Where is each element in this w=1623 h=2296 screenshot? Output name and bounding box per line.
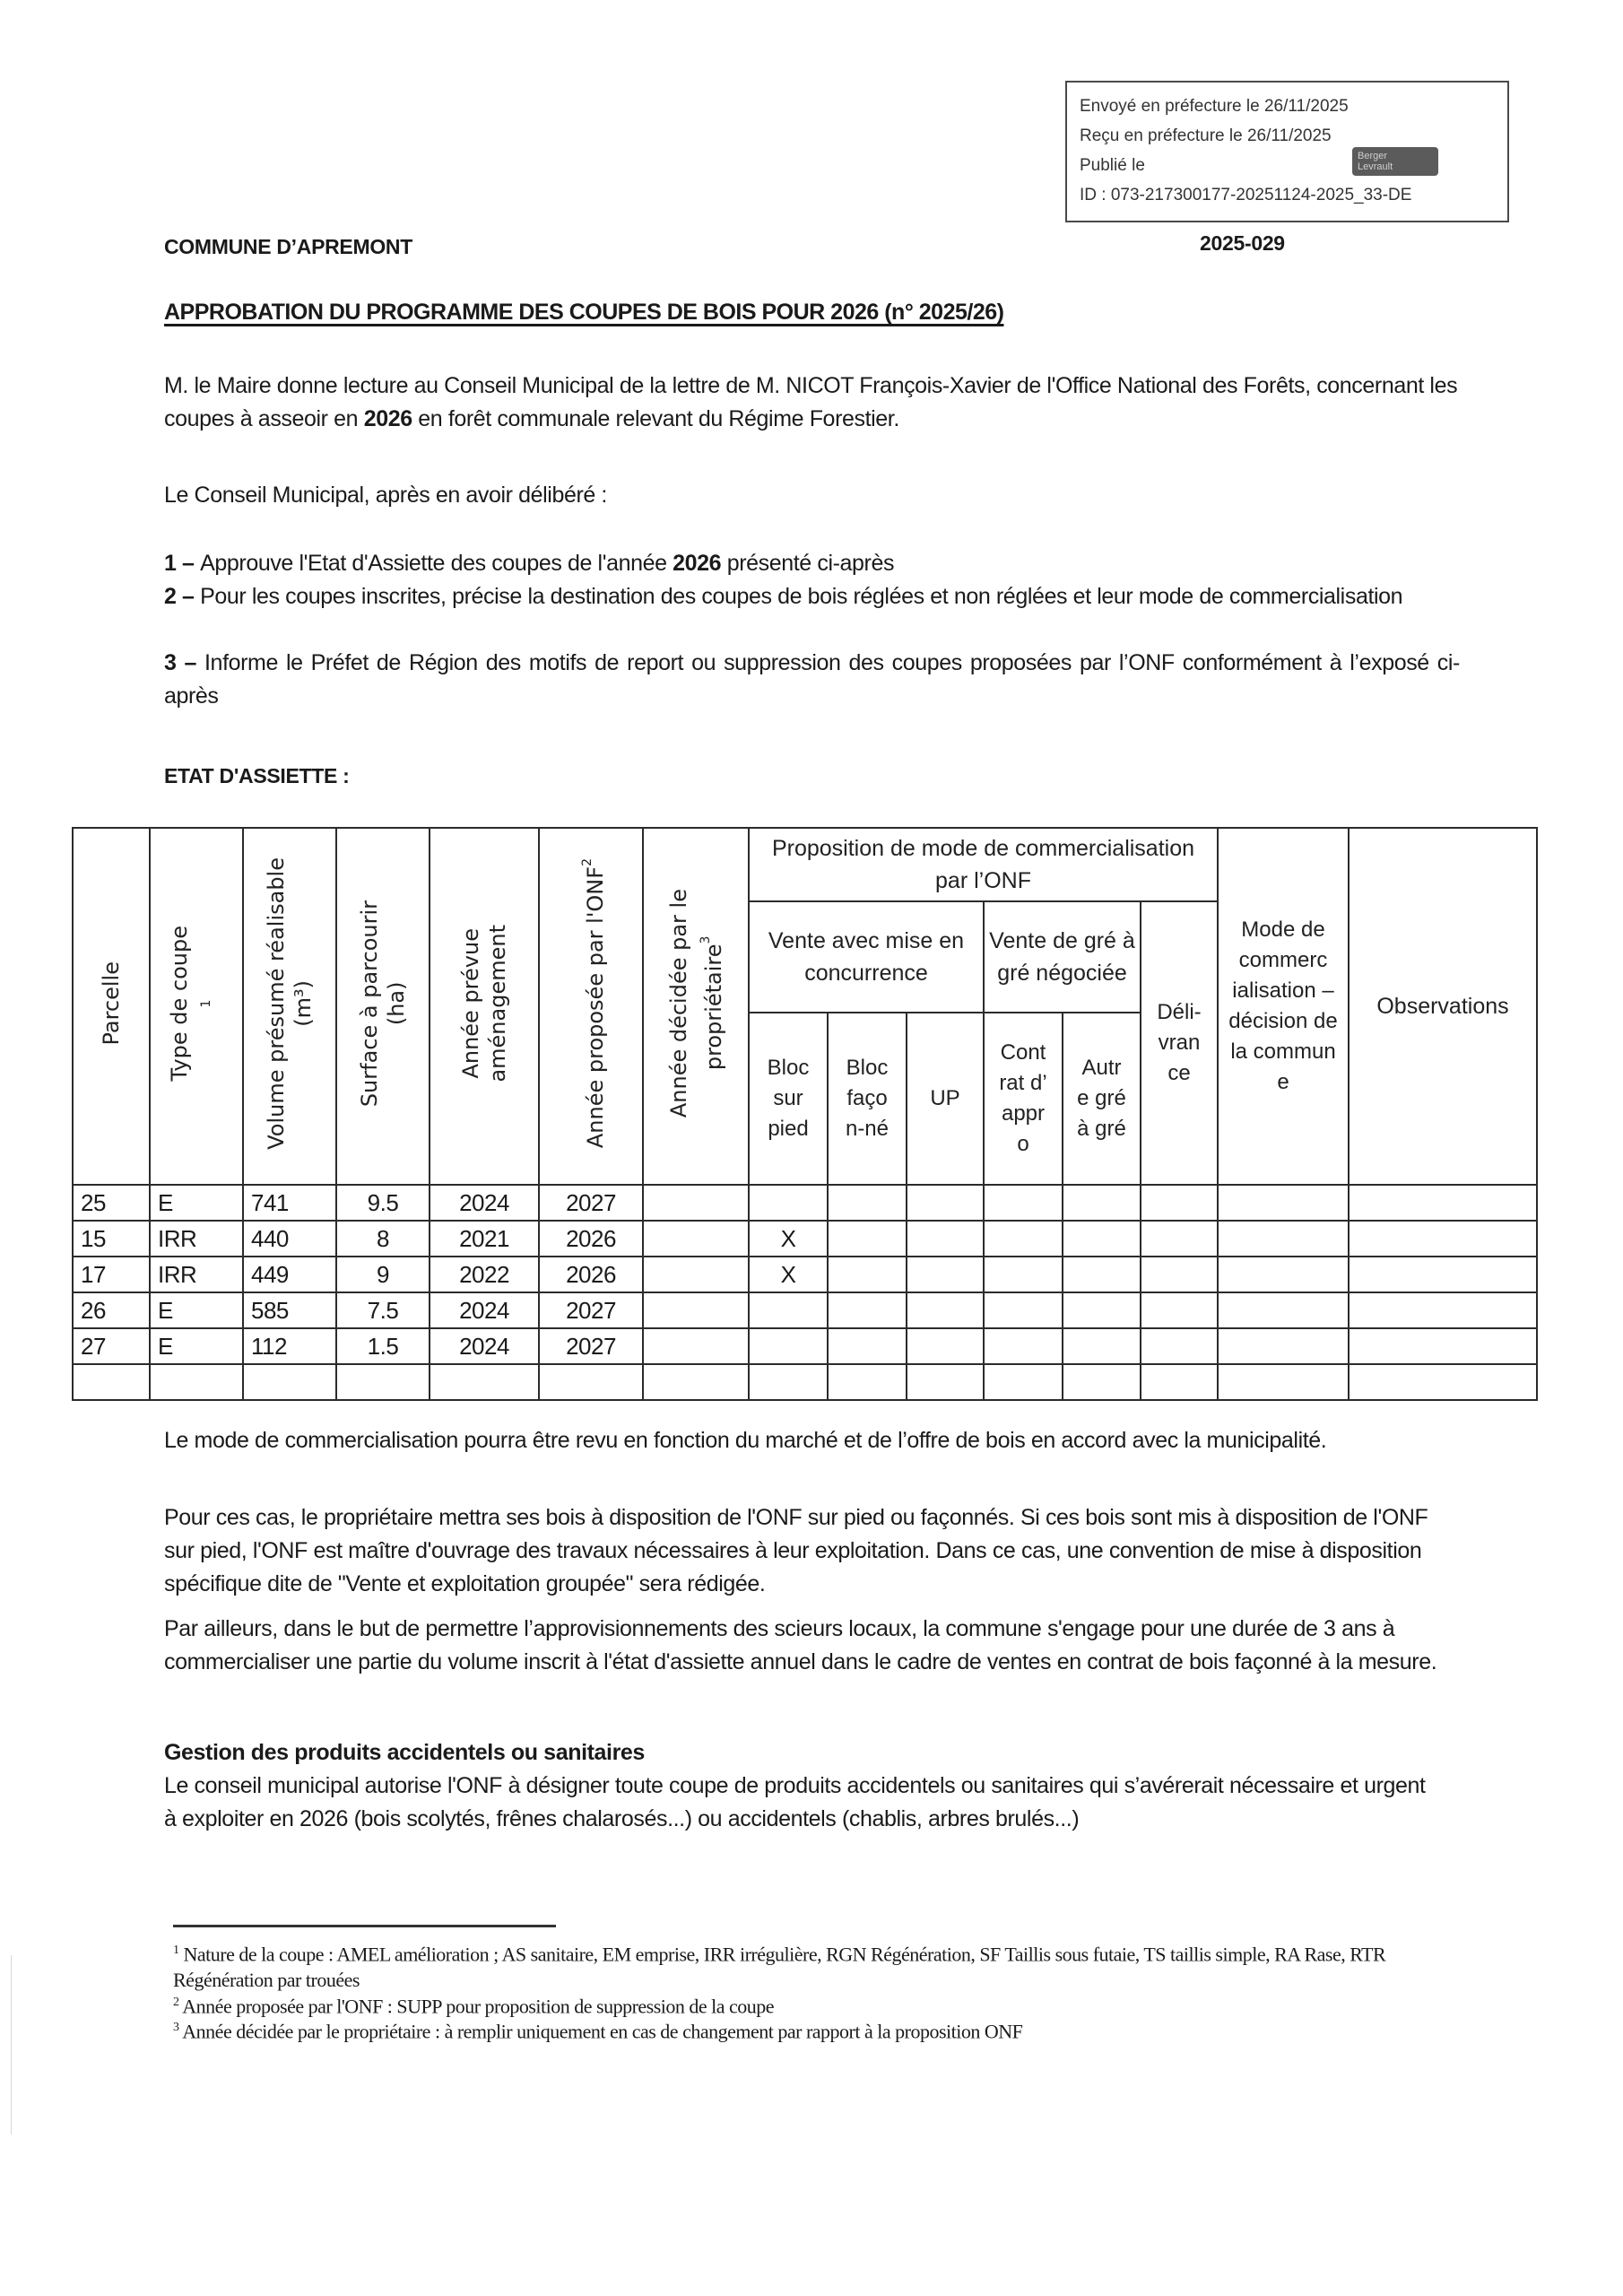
table-row (73, 1292, 1537, 1328)
page-title: APPROBATION DU PROGRAMME DES COUPES DE BOIS POUR 2026 (n° 2025/26) (164, 300, 1004, 325)
footnote-2-number: 2 (173, 1996, 179, 2009)
cell-annee-prop (643, 1364, 749, 1400)
header-observations: Observations (1349, 828, 1537, 1185)
section-gestion-title: Gestion des produits accidentels ou sanitaires (164, 1740, 645, 1765)
cell-contrat (984, 1328, 1063, 1364)
type-text: Type de coupe (166, 926, 192, 1082)
table-row (73, 1257, 1537, 1292)
header-type-label (166, 926, 228, 1081)
item-2-text: Pour les coupes inscrites, précise la destination des coupes de bois réglées et non réglées et leur mode de commercialisation (200, 584, 1403, 609)
cell-contrat (984, 1364, 1063, 1400)
cell-autre (1063, 1185, 1141, 1221)
type-footnote-ref: 1 (198, 999, 213, 1008)
cell-mode-commune (1218, 1257, 1349, 1292)
cell-surface (336, 1364, 430, 1400)
cell-annee-prop (643, 1292, 749, 1328)
header-contrat-appro: Cont rat d’ appr o (984, 1013, 1063, 1185)
cell-annee-onf: 2027 (539, 1292, 643, 1328)
table-row (73, 1328, 1537, 1364)
cell-volume: 112 (243, 1328, 336, 1364)
annee-prop-line1: Année décidée par le (665, 889, 691, 1118)
cell-delivrance (1141, 1292, 1218, 1328)
footnote-1-text: Nature de la coupe : AMEL amélioration ; AS sanitaire, EM emprise, IRR irrégulière, RGN Régénération, SF Taillis sous futaie, TS taillis simple, RA Rase, RTR Régénération par trouées (173, 1943, 1386, 1992)
header-annee-prop-label (665, 889, 727, 1118)
logo-line-2: Levrault (1358, 161, 1393, 172)
cell-observations (1349, 1292, 1537, 1328)
paragraph-pour-ces-cas: Pour ces cas, le propriétaire mettra ses bois à disposition de l'ONF sur pied ou façonnés. Si ces bois sont mis à disposition de l'ONF sur pied, l'ONF est maître d'ouvrage des travaux nécessaires à leur exploitation. Dans ce cas, une convention de mise à disposition spécifique dite de "Vente et exploitation groupée" sera rédigée. (164, 1505, 1428, 1596)
table-row (73, 1364, 1537, 1400)
table-row (73, 1221, 1537, 1257)
cell-volume: 449 (243, 1257, 336, 1292)
cell-parcelle: 27 (73, 1328, 150, 1364)
cell-bloc-pied (749, 1364, 828, 1400)
header-surface (336, 828, 430, 1185)
cell-annee-prevue: 2024 (430, 1185, 539, 1221)
cell-annee-prop (643, 1185, 749, 1221)
berger-levrault-logo-icon (1352, 147, 1438, 176)
cell-annee-prevue (430, 1364, 539, 1400)
header-type-coupe (150, 828, 243, 1185)
header-annee-proprietaire (643, 828, 749, 1185)
intro-text-a: M. le Maire donne lecture au Conseil Municipal de la lettre de M. NICOT François-Xavier de l'Office National des Forêts, concernant les coupes à asseoir en (164, 373, 1458, 431)
header-volume (243, 828, 336, 1185)
item-3-text: Informe le Préfet de Région des motifs de report ou suppression des coupes proposées par l’ONF conformément à l’exposé ci-après (164, 650, 1460, 709)
cell-annee-onf (539, 1364, 643, 1400)
etat-assiette-table (72, 827, 1538, 1401)
decision-item-3 (164, 647, 1460, 713)
cell-volume: 585 (243, 1292, 336, 1328)
footnote-3-text: Année décidée par le propriétaire : à remplir uniquement en cas de changement par rapport à la proposition ONF (178, 2020, 1023, 2043)
cell-annee-onf: 2026 (539, 1221, 643, 1257)
header-vente-concurrence: Vente avec mise en concurrence (749, 901, 984, 1013)
cell-annee-prop (643, 1257, 749, 1292)
cell-autre (1063, 1328, 1141, 1364)
cell-type: E (150, 1185, 243, 1221)
item-3-number: 3 – (164, 650, 205, 675)
cell-autre (1063, 1221, 1141, 1257)
annee-prevue-line2: aménagement (485, 925, 510, 1083)
cell-surface: 7.5 (336, 1292, 430, 1328)
cell-up (907, 1257, 984, 1292)
cell-delivrance (1141, 1257, 1218, 1292)
cell-surface: 1.5 (336, 1328, 430, 1364)
item-1-number: 1 – (164, 551, 201, 576)
header-up: UP (907, 1013, 984, 1185)
cell-autre (1063, 1257, 1141, 1292)
cell-bloc-pied (749, 1185, 828, 1221)
cell-up (907, 1364, 984, 1400)
cell-bloc-faconne (828, 1221, 907, 1257)
footnote-2-text: Année proposée par l'ONF : SUPP pour proposition de suppression de la coupe (178, 1995, 775, 2018)
cell-observations (1349, 1364, 1537, 1400)
cell-observations (1349, 1221, 1537, 1257)
cell-mode-commune (1218, 1221, 1349, 1257)
cell-annee-onf: 2027 (539, 1185, 643, 1221)
header-volume-label (263, 857, 317, 1150)
cell-type: E (150, 1328, 243, 1364)
stamp-sent-date: Envoyé en préfecture le 26/11/2025 (1080, 97, 1349, 116)
commune-name: COMMUNE D’APREMONT (164, 235, 412, 258)
cell-surface: 9.5 (336, 1185, 430, 1221)
annee-onf-footnote-ref: 2 (579, 858, 595, 867)
cell-mode-commune (1218, 1328, 1349, 1364)
prefecture-stamp (1065, 81, 1509, 222)
section-etat-assiette: ETAT D'ASSIETTE : (164, 764, 350, 787)
cell-annee-prevue: 2021 (430, 1221, 539, 1257)
cell-up (907, 1292, 984, 1328)
cell-type (150, 1364, 243, 1400)
annee-prop-line2: propriétaire (700, 944, 726, 1071)
cell-observations (1349, 1257, 1537, 1292)
cell-delivrance (1141, 1221, 1218, 1257)
annee-prevue-line1: Année prévue (458, 928, 483, 1079)
header-parcelle-label: Parcelle (99, 961, 124, 1046)
volume-unit: (m³) (291, 980, 316, 1027)
footnote-1 (173, 1937, 1464, 1993)
cell-bloc-faconne (828, 1292, 907, 1328)
footnote-3 (173, 2014, 1464, 2044)
cell-delivrance (1141, 1185, 1218, 1221)
decision-item-2 (164, 580, 1460, 613)
annee-prop-footnote-ref: 3 (698, 936, 713, 945)
stamp-id: ID : 073-217300177-20251124-2025_33-DE (1080, 186, 1412, 204)
footnote-separator (173, 1925, 556, 1927)
cell-bloc-faconne (828, 1364, 907, 1400)
cell-delivrance (1141, 1364, 1218, 1400)
cell-parcelle (73, 1364, 150, 1400)
cell-volume (243, 1364, 336, 1400)
cell-contrat (984, 1292, 1063, 1328)
cell-bloc-pied (749, 1328, 828, 1364)
cell-bloc-faconne (828, 1328, 907, 1364)
cell-bloc-pied: X (749, 1221, 828, 1257)
volume-text: Volume présumé réalisable (264, 857, 289, 1150)
cell-contrat (984, 1257, 1063, 1292)
paragraph-gestion: Le conseil municipal autorise l'ONF à désigner toute coupe de produits accidentels ou sanitaires qui s’avérerait nécessaire et urgent à exploiter en 2026 (bois scolytés, frênes chalarosés...) ou accidentels (chablis, arbres brulés...) (164, 1773, 1426, 1831)
cell-annee-prop (643, 1221, 749, 1257)
header-delivrance: Déli-vran ce (1141, 901, 1218, 1185)
cell-annee-onf: 2027 (539, 1328, 643, 1364)
cell-type: E (150, 1292, 243, 1328)
intro-year: 2026 (363, 406, 412, 431)
cell-contrat (984, 1221, 1063, 1257)
cell-up (907, 1185, 984, 1221)
header-autre-gre: Autr e gré à gré (1063, 1013, 1141, 1185)
intro-text-b: en forêt communale relevant du Régime Forestier. (412, 406, 899, 431)
cell-bloc-pied: X (749, 1257, 828, 1292)
cell-annee-prop (643, 1328, 749, 1364)
header-bloc-faconne: Bloc faço n-né (828, 1013, 907, 1185)
scan-edge-line (11, 1955, 12, 2135)
cell-parcelle: 26 (73, 1292, 150, 1328)
cell-bloc-faconne (828, 1257, 907, 1292)
cell-up (907, 1328, 984, 1364)
cell-bloc-faconne (828, 1185, 907, 1221)
cell-mode-commune (1218, 1185, 1349, 1221)
cell-annee-prevue: 2024 (430, 1292, 539, 1328)
cell-delivrance (1141, 1328, 1218, 1364)
item-1-text-a: Approuve l'Etat d'Assiette des coupes de l'année (200, 551, 673, 576)
cell-mode-commune (1218, 1364, 1349, 1400)
decision-item-1 (164, 547, 1460, 580)
cell-autre (1063, 1364, 1141, 1400)
item-2-number: 2 – (164, 584, 201, 609)
paragraph-mode-commercialisation: Le mode de commercialisation pourra être revu en fonction du marché et de l’offre de bois en accord avec la municipalité. (164, 1428, 1327, 1453)
cell-annee-prevue: 2024 (430, 1328, 539, 1364)
cell-annee-prevue: 2022 (430, 1257, 539, 1292)
header-annee-onf (539, 828, 643, 1185)
cell-volume: 741 (243, 1185, 336, 1221)
cell-up (907, 1221, 984, 1257)
council-deliberated: Le Conseil Municipal, après en avoir délibéré : (164, 483, 607, 508)
surface-text: Surface à parcourir (357, 900, 382, 1108)
item-1-year: 2026 (673, 551, 722, 576)
cell-type: IRR (150, 1221, 243, 1257)
cell-contrat (984, 1185, 1063, 1221)
logo-line-1: Berger (1358, 151, 1388, 161)
table-row (73, 1185, 1537, 1221)
cell-volume: 440 (243, 1221, 336, 1257)
cell-type: IRR (150, 1257, 243, 1292)
cell-parcelle: 25 (73, 1185, 150, 1221)
cell-mode-commune (1218, 1292, 1349, 1328)
header-mode-commune: Mode de commerc ialisation – décision de la commun e (1218, 828, 1349, 1185)
cell-annee-onf: 2026 (539, 1257, 643, 1292)
header-annee-prevue-label (457, 925, 511, 1083)
cell-parcelle: 17 (73, 1257, 150, 1292)
intro-paragraph (164, 370, 1460, 436)
cell-autre (1063, 1292, 1141, 1328)
footnote-3-number: 3 (173, 2021, 179, 2034)
annee-onf-text: Année proposée par l'ONF (582, 866, 608, 1149)
stamp-published: Publié le (1080, 156, 1145, 175)
cell-observations (1349, 1185, 1537, 1221)
footnote-1-number: 1 (173, 1944, 179, 1957)
cell-bloc-pied (749, 1292, 828, 1328)
cell-surface: 9 (336, 1257, 430, 1292)
cell-surface: 8 (336, 1221, 430, 1257)
header-bloc-sur-pied: Bloc sur pied (749, 1013, 828, 1185)
cell-observations (1349, 1328, 1537, 1364)
surface-unit: (ha) (384, 981, 409, 1026)
header-annee-onf-label (574, 858, 609, 1148)
header-annee-prevue (430, 828, 539, 1185)
cell-parcelle: 15 (73, 1221, 150, 1257)
header-surface-label (356, 900, 410, 1107)
deliberation-reference: 2025-029 (1200, 231, 1285, 255)
paragraph-par-ailleurs: Par ailleurs, dans le but de permettre l’approvisionnements des scieurs locaux, la commune s'engage pour une durée de 3 ans à commercialiser une partie du volume inscrit à l'état d'assiette annuel dans le cadre de ventes en contrat de bois façonné à la mesure. (164, 1616, 1437, 1674)
header-vente-gre: Vente de gré à gré négociée (984, 901, 1141, 1013)
header-parcelle (73, 828, 150, 1185)
header-proposition-onf: Proposition de mode de commercialisation par l’ONF (749, 828, 1218, 901)
item-1-text-b: présenté ci-après (721, 551, 895, 576)
stamp-received-date: Reçu en préfecture le 26/11/2025 (1080, 126, 1332, 145)
